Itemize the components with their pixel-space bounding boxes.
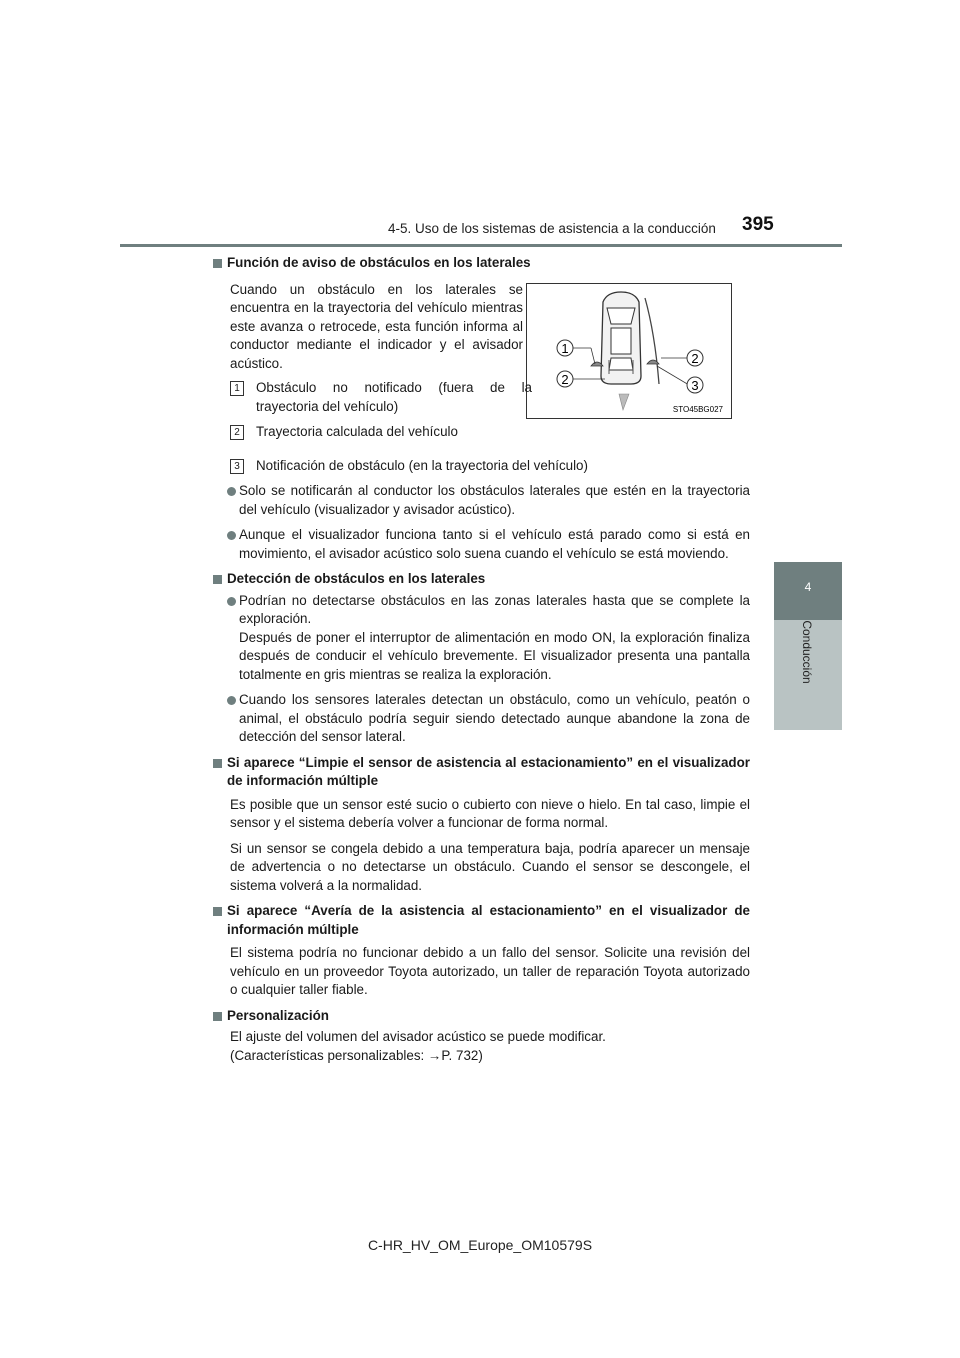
list-item: Aunque el visualizador funciona tanto si el vehículo está parado como si está en movimiento, el avisador acústico solo suena cuando el vehículo se está moviendo.: [213, 526, 750, 563]
paragraph: El sistema podría no funcionar debido a un fallo del sensor. Solicite una revisión del vehículo en un proveedor Toyota autorizado, un taller de reparación Toyota autorizado o cualquier taller fiable.: [230, 945, 750, 997]
callout-1-label: 1: [561, 341, 569, 356]
paragraph: Si un sensor se congela debido a una temperatura baja, podría aparecer un mensaje de advertencia o no detectarse un obstáculo. Cuando el sensor se descongele, el sistema volverá a la normalidad.: [230, 840, 750, 893]
list-item: Cuando los sensores laterales detectan un obstáculo, como un vehículo, peatón o animal, el obstáculo podría seguir siendo detectado aunque abandone la zona de detección del sensor lateral.: [213, 691, 750, 747]
heading-side-warning: Función de aviso de obstáculos en los laterales: [213, 254, 750, 273]
legend-item-1: [230, 379, 532, 416]
legend-text-2: Trayectoria calculada del vehículo: [256, 424, 458, 439]
list-item-line: Podrían no detectarse obstáculos en las zonas laterales hasta que se complete la exploración.: [239, 592, 750, 626]
page-number: 395: [742, 214, 774, 235]
page-reference-link[interactable]: (Características personalizables: →P. 732): [230, 1047, 483, 1063]
page-content: [213, 254, 750, 1065]
intro-paragraph: Cuando un obstáculo en los laterales se encuentra en la trayectoria del vehículo mientras este avanza o retrocede, esta función informa al conductor mediante el indicador y el avisador acústico.: [230, 281, 523, 371]
list-item: [213, 592, 750, 685]
callout-2b-label: 2: [691, 351, 699, 366]
customization-text: [213, 1028, 750, 1065]
heading-clean-sensor: Si aparece “Limpie el sensor de asistencia al estacionamiento” en el visualizador de información múltiple: [213, 754, 750, 791]
heading-side-detection: Detección de obstáculos en los laterales: [213, 570, 750, 589]
heading-malfunction: Si aparece “Avería de la asistencia al estacionamiento” en el visualizador de información múltiple: [213, 902, 750, 939]
legend-text-3: Notificación de obstáculo (en la trayectoria del vehículo): [256, 457, 588, 473]
legend-item-2: [230, 423, 750, 442]
legend-number-1: 1: [230, 381, 244, 396]
legend-text-1: Obstáculo no notificado (fuera de la trayectoria del vehículo): [256, 380, 532, 414]
figure-code: STO45BG027: [672, 405, 723, 414]
list-item: Solo se notificarán al conductor los obstáculos laterales que estén en la trayectoria del vehículo (visualizador y avisador acústico).: [213, 482, 750, 519]
paragraph: Es posible que un sensor esté sucio o cubierto con nieve o hielo. En tal caso, limpie el sensor y el sistema debería volver a funcionar de forma normal.: [230, 796, 750, 830]
header-divider: [120, 244, 842, 247]
section-header: 4-5. Uso de los sistemas de asistencia a la conducción: [388, 221, 716, 236]
list-item-line: Después de poner el interruptor de alimentación en modo ON, la exploración finaliza después de conducir el vehículo brevemente. El visualizador presenta una pantalla totalmente en gris mientras se realiza la exploración.: [239, 629, 750, 682]
heading-customization: Personalización: [213, 1007, 750, 1026]
chapter-label: Conducción: [800, 620, 814, 684]
legend-item-3: [230, 457, 750, 476]
footer-doc-id: C-HR_HV_OM_Europe_OM10579S: [367, 1237, 593, 1253]
callout-3-label: 3: [691, 378, 699, 393]
paragraph-line: El ajuste del volumen del avisador acústico se puede modificar.: [230, 1029, 606, 1044]
callout-2a-label: 2: [561, 372, 569, 387]
chapter-number: 4: [804, 580, 812, 594]
legend-number-3: 3: [230, 459, 244, 474]
legend-number-2: 2: [230, 425, 244, 440]
